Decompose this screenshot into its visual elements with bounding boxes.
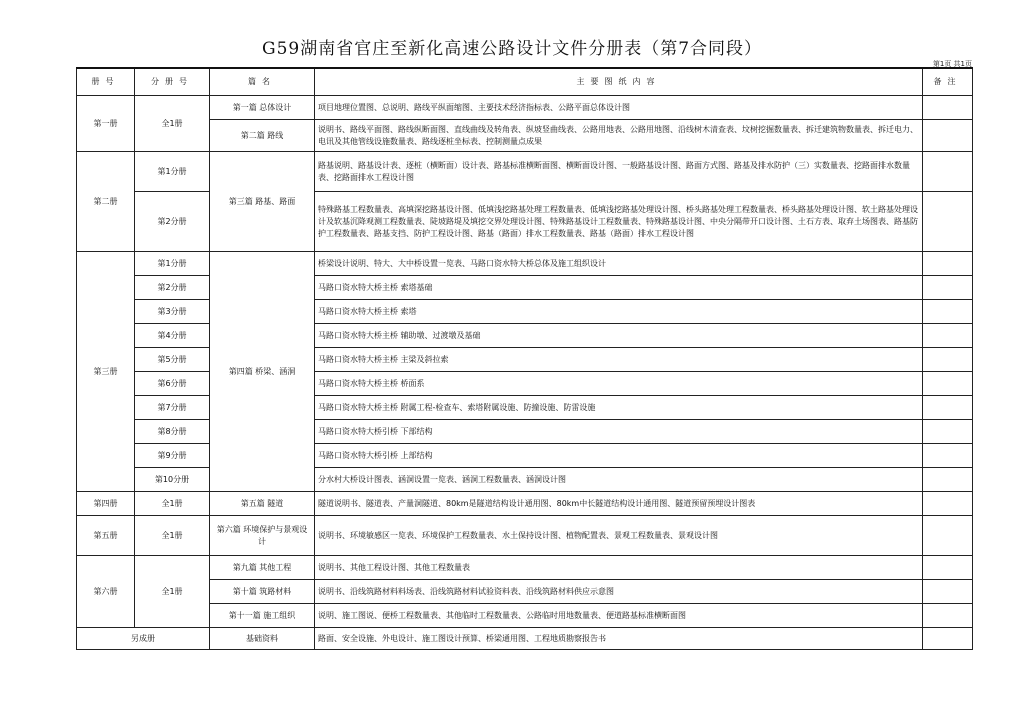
content-cell: 马路口资水特大桥引桥 上部结构: [315, 444, 923, 468]
table-row: [77, 556, 973, 580]
header-volume-no: 册号: [77, 68, 135, 96]
sub-volume-label: 第3分册: [135, 300, 210, 324]
header-remarks: 备注: [923, 68, 973, 96]
sub-volume-label: 第10分册: [135, 468, 210, 492]
content-cell: 说明书、其他工程设计图、其他工程数量表: [315, 556, 923, 580]
sub-volume-label: 第6分册: [135, 372, 210, 396]
content-cell: 说明、施工图说、便桥工程数量表、其他临时工程数量表、公路临时用地数量表、便道路基标准横断面图: [315, 604, 923, 628]
volume-label: 另成册: [77, 628, 210, 650]
remarks-cell: [923, 604, 973, 628]
sub-volume-label: 全1册: [135, 556, 210, 628]
remarks-cell: [923, 420, 973, 444]
volume-label: 第二册: [77, 152, 135, 252]
content-cell: 马路口资水特大桥主桥 附属工程-检查车、索塔附属设施、防撞设施、防雷设施: [315, 396, 923, 420]
section-name: 第十一篇 施工组织: [210, 604, 315, 628]
content-cell: 隧道说明书、隧道表、产量洞隧道、80km是隧道结构设计通用图、80km中长隧道结构设计通用图、隧道预留预埋设计图表: [315, 492, 923, 516]
table-row: [77, 152, 973, 192]
remarks-cell: [923, 324, 973, 348]
table-row: [77, 628, 973, 650]
content-cell: 说明书、沿线筑路材料料场表、沿线筑路材料试验资料表、沿线筑路材料供应示意图: [315, 580, 923, 604]
content-cell: 马路口资水特大桥主桥 索塔基础: [315, 276, 923, 300]
content-cell: 特殊路基工程数量表、高填深挖路基设计图、低填浅挖路基处理工程数量表、低填浅挖路基处理设计图、桥头路基处理工程数量表、桥头路基处理设计图、软土路基处理设计及软基沉降观测工程数量表、陡坡路堤及填挖交界处理设计图、特殊路基设计工程数量表、特殊路基设计图、中央分隔带开口设计图、土石方表、取弃土场图表、路基防护工程数量表、路基支挡、防护工程设计图、路基（路面）排水工程数量表、路基（路面）排水工程设计图: [315, 192, 923, 252]
header-section: 篇名: [210, 68, 315, 96]
remarks-cell: [923, 252, 973, 276]
content-cell: 马路口资水特大桥引桥 下部结构: [315, 420, 923, 444]
remarks-cell: [923, 372, 973, 396]
content-cell: 马路口资水特大桥主桥 桥面系: [315, 372, 923, 396]
content-cell: 马路口资水特大桥主桥 索塔: [315, 300, 923, 324]
header-sub-volume: 分册号: [135, 68, 210, 96]
content-cell: 路面、安全设施、外电设计、施工图设计预算、桥梁通用图、工程地质勘察报告书: [315, 628, 923, 650]
section-name: 第九篇 其他工程: [210, 556, 315, 580]
section-name: 第一篇 总体设计: [210, 96, 315, 120]
sub-volume-label: 第2分册: [135, 192, 210, 252]
content-cell: 说明书、环境敏感区一览表、环境保护工程数量表、水土保持设计图、植物配置表、景观工程数量表、景观设计图: [315, 516, 923, 556]
remarks-cell: [923, 120, 973, 152]
sub-volume-label: 第5分册: [135, 348, 210, 372]
remarks-cell: [923, 628, 973, 650]
remarks-cell: [923, 192, 973, 252]
remarks-cell: [923, 444, 973, 468]
table-row: [77, 96, 973, 120]
table-row: [77, 252, 973, 276]
content-cell: 桥梁设计说明、特大、大中桥设置一览表、马路口资水特大桥总体及施工组织设计: [315, 252, 923, 276]
remarks-cell: [923, 348, 973, 372]
section-name: 第五篇 隧道: [210, 492, 315, 516]
remarks-cell: [923, 300, 973, 324]
remarks-cell: [923, 492, 973, 516]
remarks-cell: [923, 96, 973, 120]
section-name: 第二篇 路线: [210, 120, 315, 152]
volume-label: 第一册: [77, 96, 135, 152]
content-cell: 路基说明、路基设计表、逐桩（横断面）设计表、路基标准横断面图、横断面设计图、一般路基设计图、路面方式图、路基及排水防护（三）实数量表、挖路面排水数量表、挖路面排水工程设计图: [315, 152, 923, 192]
content-cell: 说明书、路线平面图、路线纵断面图、直线曲线及转角表、纵坡竖曲线表、公路用地表、公路用地图、沿线树木清查表、坟树挖掘数量表、拆迁建筑物数量表、拆迁电力、电讯及其他管线设施数量表、路线逐桩坐标表、控制测量点成果: [315, 120, 923, 152]
sub-volume-label: 全1册: [135, 516, 210, 556]
table-row: [77, 120, 973, 152]
remarks-cell: [923, 152, 973, 192]
sub-volume-label: 第9分册: [135, 444, 210, 468]
sub-volume-label: 第4分册: [135, 324, 210, 348]
remarks-cell: [923, 276, 973, 300]
remarks-cell: [923, 556, 973, 580]
content-cell: 马路口资水特大桥主桥 辅助墩、过渡墩及基础: [315, 324, 923, 348]
remarks-cell: [923, 580, 973, 604]
section-name: 基础资料: [210, 628, 315, 650]
remarks-cell: [923, 516, 973, 556]
content-cell: 分水村大桥设计图表、涵洞设置一览表、涵洞工程数量表、涵洞设计图: [315, 468, 923, 492]
volume-table: [76, 67, 973, 650]
section-name: 第三篇 路基、路面: [210, 152, 315, 252]
document-title: G59湖南省官庄至新化高速公路设计文件分册表（第7合同段）: [261, 39, 763, 59]
content-cell: 马路口资水特大桥主桥 主梁及斜拉索: [315, 348, 923, 372]
section-name: 第十篇 筑路材料: [210, 580, 315, 604]
volume-label: 第四册: [77, 492, 135, 516]
sub-volume-label: 全1册: [135, 492, 210, 516]
content-cell: 项目地理位置图、总说明、路线平纵面缩图、主要技术经济指标表、公路平面总体设计图: [315, 96, 923, 120]
page-mark: 第1页 共1页: [932, 60, 972, 68]
remarks-cell: [923, 396, 973, 420]
volume-label: 第六册: [77, 556, 135, 628]
table-row: [77, 604, 973, 628]
remarks-cell: [923, 468, 973, 492]
sub-volume-label: 第1分册: [135, 252, 210, 276]
sub-volume-label: 第8分册: [135, 420, 210, 444]
sub-volume-label: 第7分册: [135, 396, 210, 420]
section-name: 第四篇 桥梁、涵洞: [210, 252, 315, 492]
section-name: 第六篇 环境保护与景观设计: [210, 516, 315, 556]
table-header-row: [77, 68, 973, 96]
volume-label: 第三册: [77, 252, 135, 492]
table-row: [77, 492, 973, 516]
table-row: [77, 516, 973, 556]
header-content: 主要图纸内容: [315, 68, 923, 96]
sub-volume-label: 第2分册: [135, 276, 210, 300]
volume-label: 第五册: [77, 516, 135, 556]
sub-volume-label: 全1册: [135, 96, 210, 152]
table-row: [77, 580, 973, 604]
sub-volume-label: 第1分册: [135, 152, 210, 192]
